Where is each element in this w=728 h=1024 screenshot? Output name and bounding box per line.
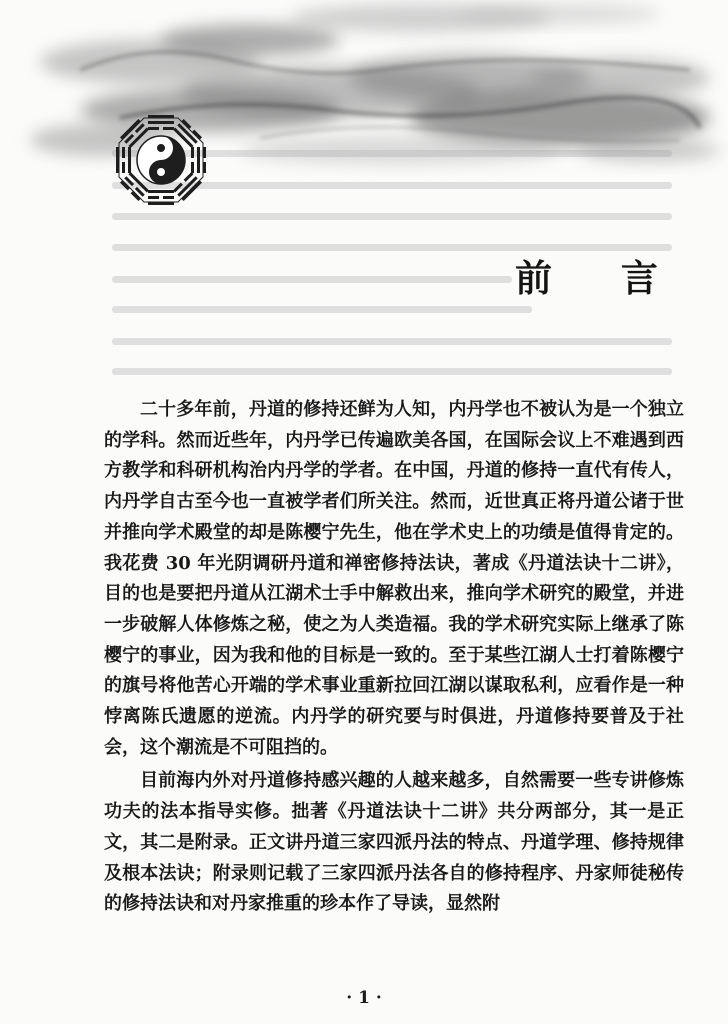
ink-clouds [30,4,720,164]
page-number: · 1 · [346,988,382,1008]
paragraph: 目前海内外对丹道修持感兴趣的人越来越多，自然需要一些专讲修炼功夫的法本指导实修。拙著《丹道法诀十二讲》共分两部分，其一是正文，其二是附录。正文讲丹道三家四派丹法的特点、丹道学理、修持规律及根本法诀；附录则记载了三家四派丹法各自的修持程序、丹家师徒秘传的修持法诀和对丹家推重的珍本作了导读，显然附 [104,770,684,915]
ink-wash-header-art [0,0,728,440]
paragraph: 二十多年前，丹道的修持还鲜为人知，内丹学也不被认为是一个独立的学科。然而近些年，内丹学已传遍欧美各国，在国际会议上不难遇到西方教学和科研机构治内丹学的学者。在中国，丹道的修持一直代有传人，内丹学自古至今也一直被学者们所关注。然而，近世真正将丹道公诸于世并推向学术殿堂的却是陈樱宁先生，他在学术史上的功绩是值得肯定的。我花费 30 年光阴调研丹道和禅密修持法诀，著成《丹道法诀十二讲》，目的也是要把丹道从江湖术士手中解救出来，推向学术研究的殿堂，并进一步破解人体修炼之秘，使之为人类造福。我的学术研究实际上继承了陈樱宁的事业，因为我和他的目标是一致的。至于某些江湖人士打着陈樱宁的旗号将他苦心开端的学术事业重新拉回江湖以谋取私利，应看作是一种悖离陈氏遗愿的逆流。内丹学的研究要与时俱进，丹道修持要普及于社会，这个潮流是不可阻挡的。 [104,399,684,758]
preface-body [104,395,684,920]
page-title: 前 言 [515,256,686,300]
yin-yang-icon [137,136,185,184]
